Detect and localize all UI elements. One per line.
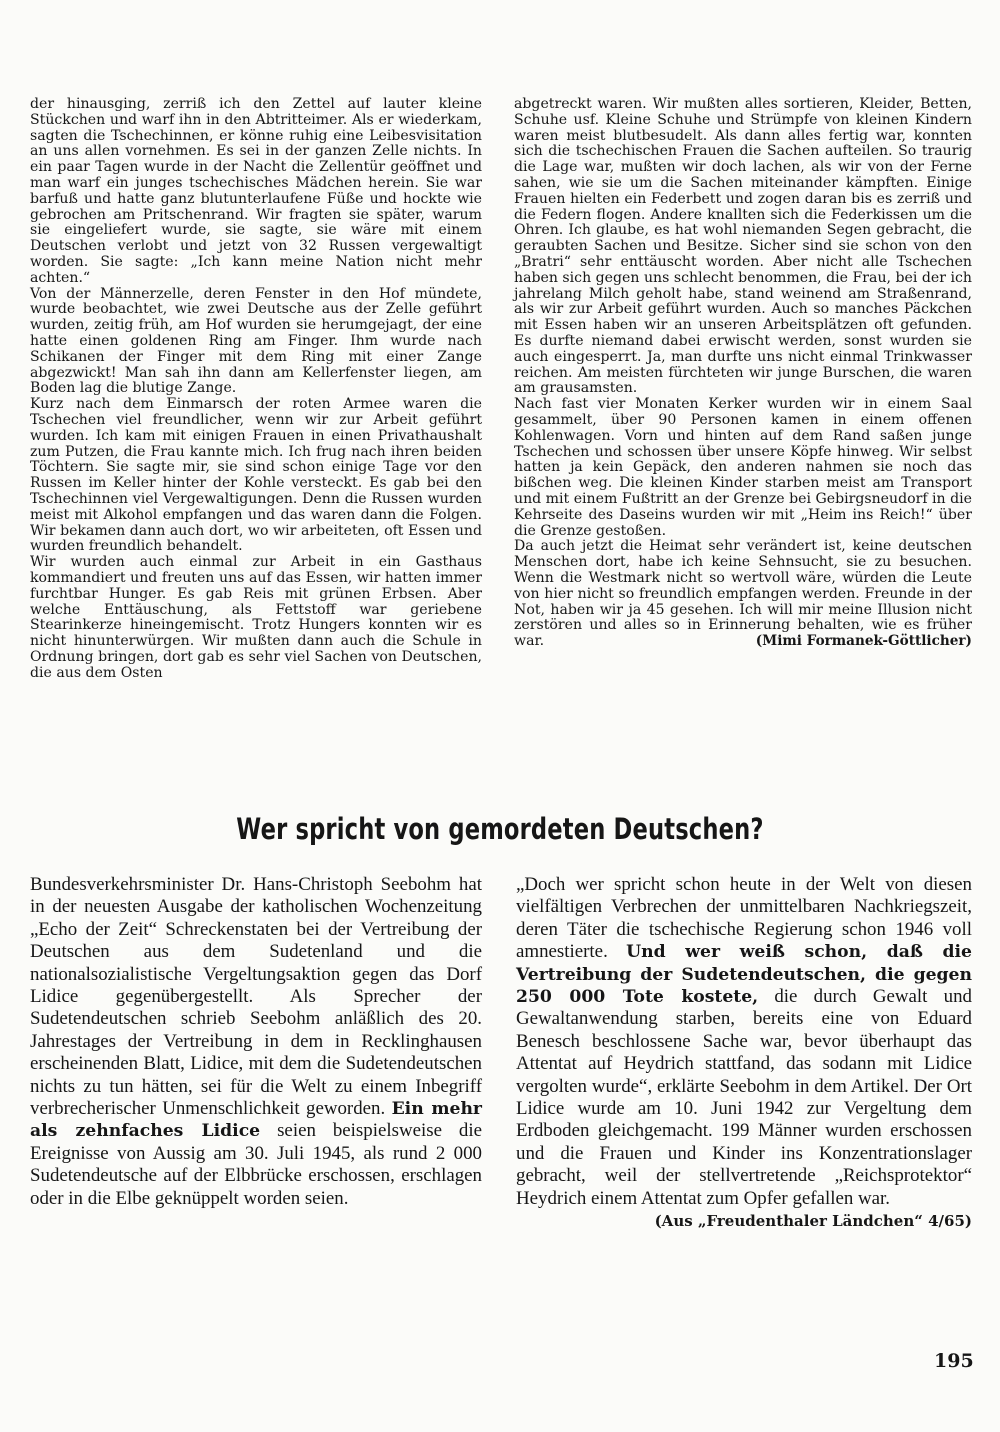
bold-emphasis: Und wer weiß schon, daß die Vertreibung der Sudetendeutschen, die gegen 250 000 Tote kostete, <box>516 942 972 1008</box>
paragraph-text: „Doch wer spricht schon heute in der Welt von diesen vielfältigen Verbrechen der unmittelbaren Nachkriegszeit, deren Täter die tschechische Regierung schon 1946 voll amnestierte. <box>516 874 972 963</box>
paragraph: Von der Männerzelle, deren Fenster in den Hof mündete, wurde beobachtet, wie zwei Deutsche aus der Zelle geführt wurden, zeitig früh, am Hof wurden sie herumgejagt, der eine hatte einen goldenen Ring am Finger. Ihm wurde nach Schikanen der Finger mit dem Ring mit einer Zange abgezwickt! Man sah ihn dann am Kellerfenster liegen, am Boden lag die blutige Zange. <box>30 285 482 397</box>
bold-emphasis: Ein mehr als zehnfaches Lidice <box>30 1099 482 1142</box>
paragraph: der hinausging, zerriß ich den Zettel auf lauter kleine Stückchen und warf ihn in den Abtritteimer. Als er wiederkam, sagten die Tschechinnen, er könne ruhig eine Leibesvisitation an uns allen vornehmen. Es sei in der ganzen Zelle nichts. In ein paar Tagen wurde in der Nacht die Zellentür geöffnet und man warf ein junges tschechisches Mädchen herein. Sie war barfuß und hatte ganz blutunterlaufene Füße und hockte wie gebrochen am Pritschenrand. Wir fragten sie später, warum sie eingeliefert wurde, sie sagte, sie wäre mit einem Deutschen verlobt und jetzt von 32 Russen vergewaltigt worden. Sie sagte: „Ich kann meine Nation nicht mehr achten.“ <box>30 96 482 286</box>
paragraph: Wir wurden auch einmal zur Arbeit in ein Gasthaus kommandiert und freuten uns auf das Essen, wir hatten immer furchtbar Hunger. Es gab Reis mit grünen Erbsen. Aber welche Enttäuschung, als Fettstoff war geriebene Stearinkerze hineingemischt. Trotz Hungers konnten wir es nicht hinunterwürgen. Wir mußten dann auch die Schule in Ordnung bringen, dort gab es sehr viel Sachen von Deutschen, die aus dem Osten <box>30 554 482 681</box>
paragraph <box>514 539 972 650</box>
author-signature: (Mimi Formanek-Göttlicher) <box>755 633 972 650</box>
paragraph-text: Bundesverkehrsminister Dr. Hans-Christoph Seebohm hat in der neuesten Ausgabe der katholischen Wochenzeitung „Echo der Zeit“ Schreckenstaten bei der Vertreibung der Deutschen aus dem Sudetenland und die nationalsozialistische Vergeltungsaktion gegen das Dorf Lidice gegenübergestellt. Als Sprecher der Sudetendeutschen schrieb Seebohm anläßlich des 20. Jahrestages der Vertreibung in dem in Recklinghausen erscheinenden Blatt, Lidice, mit dem die Sudetendeutschen nichts zu tun hätten, sei für die Welt zu einem Inbegriff verbrecherischer Unmenschlichkeit geworden. <box>30 874 482 1120</box>
paragraph-text: Da auch jetzt die Heimat sehr verändert ist, keine deutschen Menschen dort, habe ich keine Sehnsucht, sie zu besuchen. Wenn die Westmark nicht so wertvoll wäre, würden die Leute von hier nicht so freundlich empfangen werden. Freunde in der Not, haben wir ja 45 gesehen. Ich will mir meine Illusion nicht zerstören und alles so in Erinnerung behalten, wie es früher war. <box>514 538 972 650</box>
right-column-bottom <box>516 874 972 1233</box>
right-column-top <box>514 97 972 650</box>
page-number: 195 <box>934 1350 974 1372</box>
source-line <box>516 1210 972 1232</box>
source-citation: (Aus „Freudenthaler Ländchen“ 4/65) <box>654 1212 972 1231</box>
paragraph: abgetreckt waren. Wir mußten alles sortieren, Kleider, Betten, Schuhe usf. Kleine Schuhe und Strümpfe von kleinen Kindern waren meist blutbesudelt. Als dann alles fertig war, konnten sich die tschechischen Frauen die Sachen aufteilen. So traurig die Lage war, mußten wir doch lachen, als wir von der Ferne sahen, wie sie um die Sachen miteinander kämpften. Einige Frauen hielten ein Federbett und zogen daran bis es zerriß und die Federn flogen. Andere knallten sich die Federkissen um die Ohren. Ich glaube, es hat wohl niemanden Segen gebracht, die geraubten Sachen und Besitze. Sicher sind sie schon von den „Bratri“ sehr enttäuscht worden. Aber nicht alle Tschechen haben sich gegen uns schlecht benommen, die Frau, bei der ich jahrelang Milch geholt habe, stand weinend am Straßenrand, als wir zur Arbeit geführt wurden. Auch so manches Päckchen mit Essen haben wir an unseren Arbeitsplätzen oft gefunden. Es durfte niemand dabei erwischt werden, sonst wurden sie auch eingesperrt. Ja, man durfte uns nicht einmal Trinkwasser reichen. Am meisten fürchteten wir junge Burschen, die waren am grausamsten. <box>514 96 972 397</box>
left-column-top <box>30 97 482 681</box>
paragraph: Nach fast vier Monaten Kerker wurden wir in einem Saal gesammelt, über 90 Personen kamen in einem offenen Kohlenwagen. Vorn und hinten auf dem Rand saßen junge Tschechen und schossen über unsere Köpfe hinweg. Wir selbst hatten ja kein Gepäck, den anderen nahmen sie noch das bißchen weg. Die kleinen Kinder starben meist am Transport und mit einem Fußtritt an der Grenze bei Gebirgsneudorf in die Kehrseite des Daseins wurden wir mit „Heim ins Reich!“ über die Grenze gestoßen. <box>514 396 972 539</box>
paragraph <box>30 874 482 1210</box>
article-headline: Wer spricht von gemordeten Deutschen? <box>236 812 764 846</box>
paragraph <box>516 874 972 1210</box>
paragraph-text: die durch Gewalt und Gewaltanwendung starben, bereits eine von Eduard Benesch beschlossene Sache war, bevor überhaupt das Attentat auf Heydrich stattfand, das sodann mit Lidice vergolten wurde“, erklärte Seebohm in dem Artikel. Der Ort Lidice wurde am 10. Juni 1942 zur Vergeltung dem Erdboden gleichgemacht. 199 Männer wurden erschossen und die Frauen und Kinder ins Konzentrationslager gebracht, weil der stellvertretende „Reichsprotektor“ Heydrich einem Attentat zum Opfer gefallen war. <box>516 986 972 1209</box>
left-column-bottom <box>30 874 482 1210</box>
paragraph-text: seien beispielsweise die Ereignisse von Aussig am 30. Juli 1945, als rund 2 000 Sudetendeutsche auf der Elbbrücke erschossen, erschlagen oder in die Elbe geknüppelt worden seien. <box>30 1120 482 1209</box>
paragraph: Kurz nach dem Einmarsch der roten Armee waren die Tschechen viel freundlicher, wenn wir zur Arbeit geführt wurden. Ich kam mit einigen Frauen in einen Privathaushalt zum Putzen, die Frau kannte mich. Ich frug nach ihren beiden Töchtern. Sie sagte mir, sie sind schon einige Tage vor den Russen im Keller hinter der Kohle versteckt. Es gab bei den Tschechinnen viel Vergewaltigungen. Denn die Russen wurden meist mit Alkohol empfangen und das waren dann die Folgen. Wir bekamen dann auch dort, wo wir arbeiteten, oft Essen und wurden freundlich behandelt. <box>30 396 482 555</box>
